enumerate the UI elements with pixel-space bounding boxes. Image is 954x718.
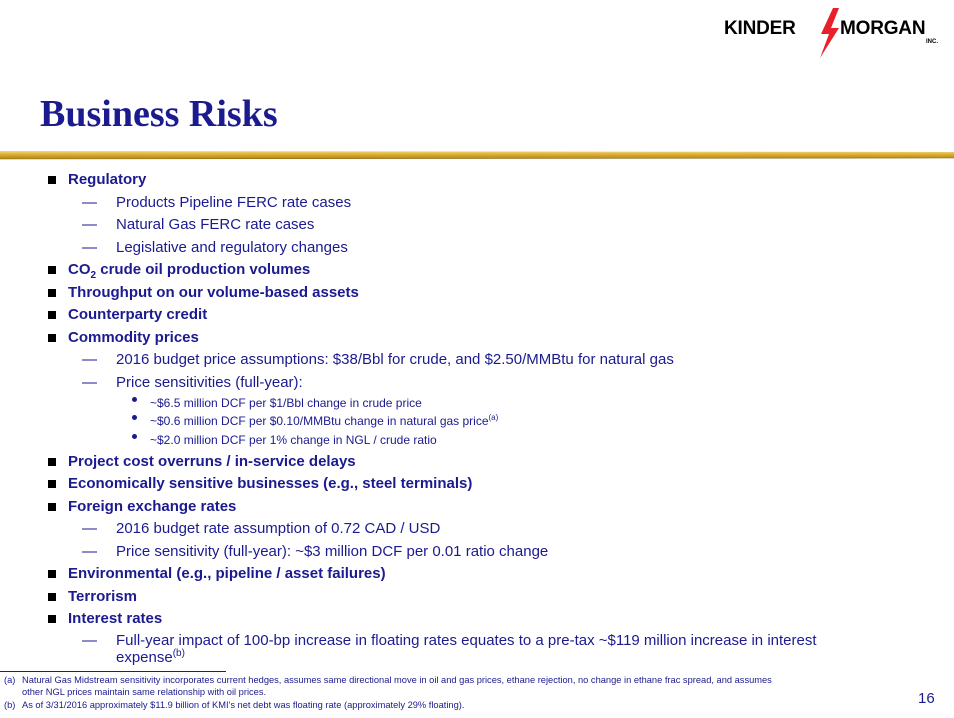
bullet-commodity: Commodity prices <box>68 329 199 346</box>
co2-rest: crude oil production volumes <box>96 261 311 278</box>
bullet-counterparty: Counterparty credit <box>68 306 208 323</box>
bullet-marker <box>48 480 56 488</box>
bullet-regulatory: Regulatory <box>68 171 147 188</box>
bullet-marker <box>48 570 56 578</box>
bullet-marker <box>48 289 56 297</box>
page-number: 16 <box>918 690 935 707</box>
bullet-marker <box>48 176 56 184</box>
logo-text-kinder: KINDER <box>724 18 796 39</box>
dot-marker <box>132 397 137 402</box>
sensitivity-crude: ~$6.5 million DCF per $1/Bbl change in crude price <box>150 396 422 410</box>
bullet-marker <box>48 311 56 319</box>
sub-bullet-interest-line1: Full-year impact of 100-bp increase in floating rates equates to a pre-tax ~$119 million increase in interest <box>116 632 817 649</box>
dash-marker: — <box>82 239 97 256</box>
sensitivity-natural-gas <box>150 414 498 428</box>
kinder-morgan-logo <box>722 8 948 58</box>
bullet-economic: Economically sensitive businesses (e.g., steel terminals) <box>68 475 473 492</box>
bullet-marker <box>48 266 56 274</box>
sensitivity-ngl: ~$2.0 million DCF per 1% change in NGL / crude ratio <box>150 433 437 447</box>
footnote-ref-b: (b) <box>172 648 185 659</box>
interest-expense-text: expense <box>116 649 173 666</box>
page-title: Business Risks <box>40 93 278 135</box>
bullet-marker <box>48 503 56 511</box>
bullet-project-cost: Project cost overruns / in-service delays <box>68 453 356 470</box>
sub-bullet-interest-line2 <box>116 649 185 666</box>
sub-bullet-fx-sensitivity: Price sensitivity (full-year): ~$3 million DCF per 0.01 ratio change <box>116 543 549 560</box>
dash-marker: — <box>82 543 97 560</box>
logo-text-inc: INC. <box>926 39 938 45</box>
sensitivity-natural-gas-text: ~$0.6 million DCF per $0.10/MMBtu change in natural gas price <box>150 414 489 428</box>
dot-marker <box>132 415 137 420</box>
bullet-environmental: Environmental (e.g., pipeline / asset failures) <box>68 565 386 582</box>
sub-bullet-legislative: Legislative and regulatory changes <box>116 239 348 256</box>
sub-bullet-fx-budget: 2016 budget rate assumption of 0.72 CAD / USD <box>116 520 441 537</box>
bullet-interest-rates: Interest rates <box>68 610 163 627</box>
footnote-divider <box>0 671 226 672</box>
dash-marker: — <box>82 520 97 537</box>
footnote-a-line2: other NGL prices maintain same relationship with oil prices. <box>22 687 267 697</box>
sub-bullet-budget-price: 2016 budget price assumptions: $38/Bbl for crude, and $2.50/MMBtu for natural gas <box>116 351 674 368</box>
bullet-marker <box>48 593 56 601</box>
dash-marker: — <box>82 216 97 233</box>
sub-bullet-natural-gas: Natural Gas FERC rate cases <box>116 216 315 233</box>
logo-text-morgan: MORGAN <box>840 18 926 39</box>
co2-text: CO <box>68 261 91 278</box>
dash-marker: — <box>82 194 97 211</box>
bullet-throughput: Throughput on our volume-based assets <box>68 284 359 301</box>
bullet-marker <box>48 334 56 342</box>
bullet-marker <box>48 458 56 466</box>
footnote-a-line1: Natural Gas Midstream sensitivity incorporates current hedges, assumes same directional move in oil and gas prices, ethane rejection, no change in ethane frac spread, and assumes <box>22 675 772 685</box>
dot-marker <box>132 434 137 439</box>
footnote-b-label: (b) <box>4 700 16 710</box>
dash-marker: — <box>82 632 97 649</box>
footnote-b-line1: As of 3/31/2016 approximately $11.9 billion of KMI's net debt was floating rate (approximately 29% floating). <box>22 700 465 710</box>
footnote-ref-a: (a) <box>488 413 499 422</box>
dash-marker: — <box>82 374 97 391</box>
bullet-fx: Foreign exchange rates <box>68 498 237 515</box>
dash-marker: — <box>82 351 97 368</box>
bullet-co2 <box>68 261 311 281</box>
sub-bullet-price-sensitivities: Price sensitivities (full-year): <box>116 374 303 391</box>
title-divider <box>0 149 954 161</box>
bullet-terrorism: Terrorism <box>68 588 137 605</box>
footnote-a-label: (a) <box>4 675 16 685</box>
bullet-marker <box>48 615 56 623</box>
co2-subscript: 2 <box>90 270 97 281</box>
sub-bullet-products-pipeline: Products Pipeline FERC rate cases <box>116 194 352 211</box>
